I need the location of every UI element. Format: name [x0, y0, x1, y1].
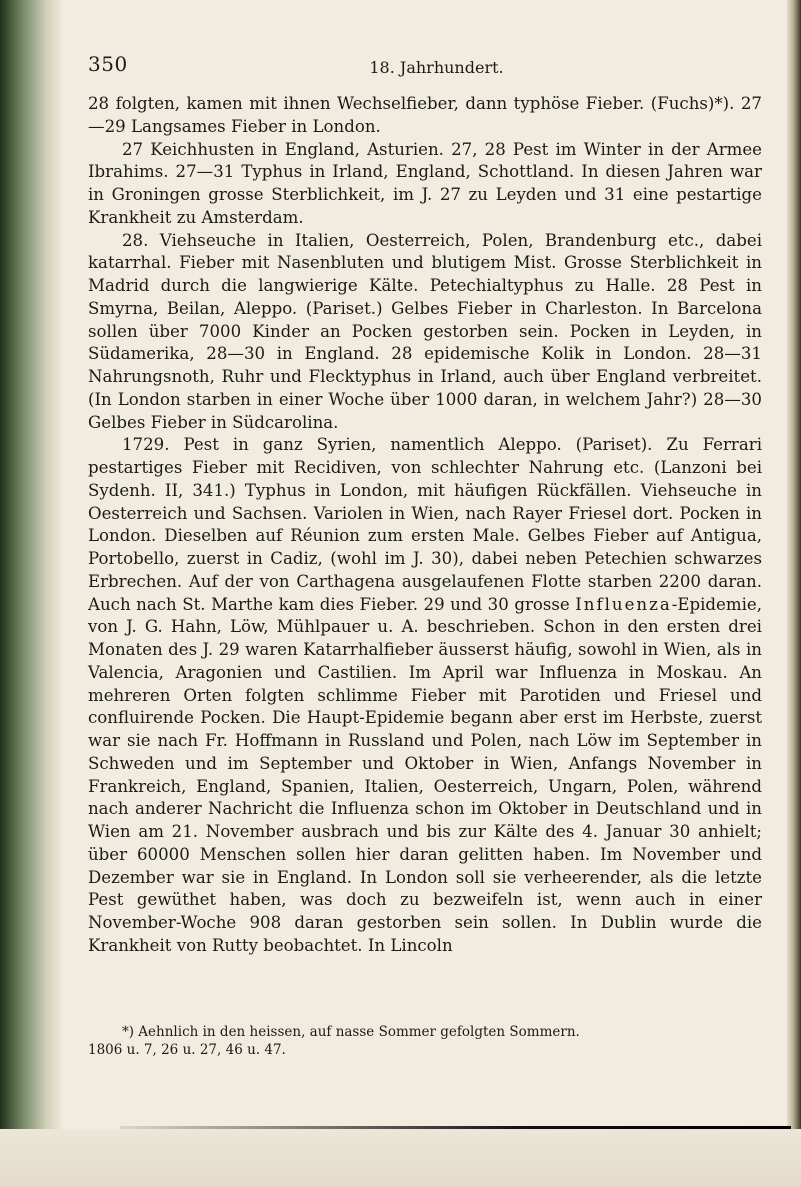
- paragraph: 28 folgten, kamen mit ihnen Wechselfieber, dann typhöse Fieber. (Fuchs)*). 27—29 Langsames Fieber in London.: [88, 94, 762, 136]
- body-text: [88, 93, 762, 958]
- paragraph-text: 1729. Pest in ganz Syrien, namentlich Aleppo. (Pariset). Zu Ferrari pestartiges Fieber mit Recidiven, von schlechter Nahrung etc. (Lanzoni bei Sydenh. II, 341.) Typhus in London, mit häufigen Rückfällen. Viehseuche in Oesterreich und Sachsen. Variolen in Wien, nach Rayer Friesel dort. Pocken in London. Dieselben auf Réunion zum ersten Male. Gelbes Fieber auf Antigua, Portobello, zuerst in Cadiz, (wohl im J. 30), dabei neben Petechien schwarzes Erbrechen. Auf der von Carthagena ausgelaufenen Flotte starben 2200 daran. Auch nach St. Marthe kam dies Fieber. 29 und 30 grosse: [88, 435, 762, 614]
- paragraph-text: -Epidemie, von J. G. Hahn, Löw, Mühlpauer u. A. beschrieben. Schon in den ersten drei Monaten des J. 29 waren Katarrhalfieber äusserst häufig, sowohl in Wien, als in Valencia, Aragonien und Castilien. Im April war Influenza in Moskau. An mehreren Orten folgten schlimme Fieber mit Parotiden und Friesel und confluirende Pocken. Die Haupt-Epidemie begann aber erst im Herbste, zuerst war sie nach Fr. Hoffmann in Russland und Polen, nach Löw im September in Schweden und im September und Oktober in Wien, Anfangs November in Frankreich, England, Spanien, Italien, Oesterreich, Ungarn, Polen, während nach anderer Nachricht die Influenza schon im Oktober in Deutschland und in Wien am 21. November ausbrach und bis zur Kälte des 4. Januar 30 anhielt; über 60000 Menschen sollen hier daran gelitten haben. Im November und Dezember war sie in England. In London soll sie verheerender, als die letzte Pest gewüthet haben, was doch zu bezweifeln ist, wenn auch in einer November-Woche 908 daran gestorben sein sollen. In Dublin wurde die Krankheit von Rutty beobachtet. In Lincoln: [88, 594, 762, 955]
- paragraph: [88, 434, 762, 957]
- footnote: [88, 1023, 762, 1059]
- book-binding-shadow: [0, 0, 62, 1187]
- paragraph: 27 Keichhusten in England, Asturien. 27, 28 Pest im Winter in der Armee Ibrahims. 27—31 Typhus in Irland, England, Schottland. In diesen Jahren war in Groningen grosse Sterblichkeit, im J. 27 zu Leyden und 31 eine pestartige Krankheit zu Amsterdam.: [88, 139, 762, 227]
- paragraph: 28. Viehseuche in Italien, Oesterreich, Polen, Brandenburg etc., dabei katarrhal. Fieber mit Nasenbluten und blutigem Mist. Grosse Sterblichkeit in Madrid durch die langwierige Kälte. Petechialtyphus zu Halle. 28 Pest in Smyrna, Beilan, Aleppo. (Pariset.) Gelbes Fieber in Charleston. In Barcelona sollen über 7000 Kinder an Pocken gestorben sein. Pocken in Leyden, in Südamerika, 28—30 in England. 28 epidemische Kolik in London. 28—31 Nahrungsnoth, Ruhr und Flecktyphus in Irland, auch über England verbreitet. (In London starben in einer Woche über 1000 daran, in welchem Jahr?) 28—30 Gelbes Fieber in Südcarolina.: [88, 230, 762, 432]
- page-bottom-shade: [0, 1129, 801, 1187]
- running-head: 18. Jahrhundert.: [369, 58, 504, 77]
- page-number: 350: [88, 52, 128, 76]
- page-edge-shadow: [787, 0, 801, 1187]
- footnote-line: 1806 u. 7, 26 u. 27, 46 u. 47.: [88, 1042, 286, 1058]
- page-bottom-edge: [120, 1126, 791, 1129]
- footnote-line: *) Aehnlich in den heissen, auf nasse Sommer gefolgten Sommern.: [122, 1024, 580, 1040]
- emphasized-term: Influenza: [575, 594, 672, 614]
